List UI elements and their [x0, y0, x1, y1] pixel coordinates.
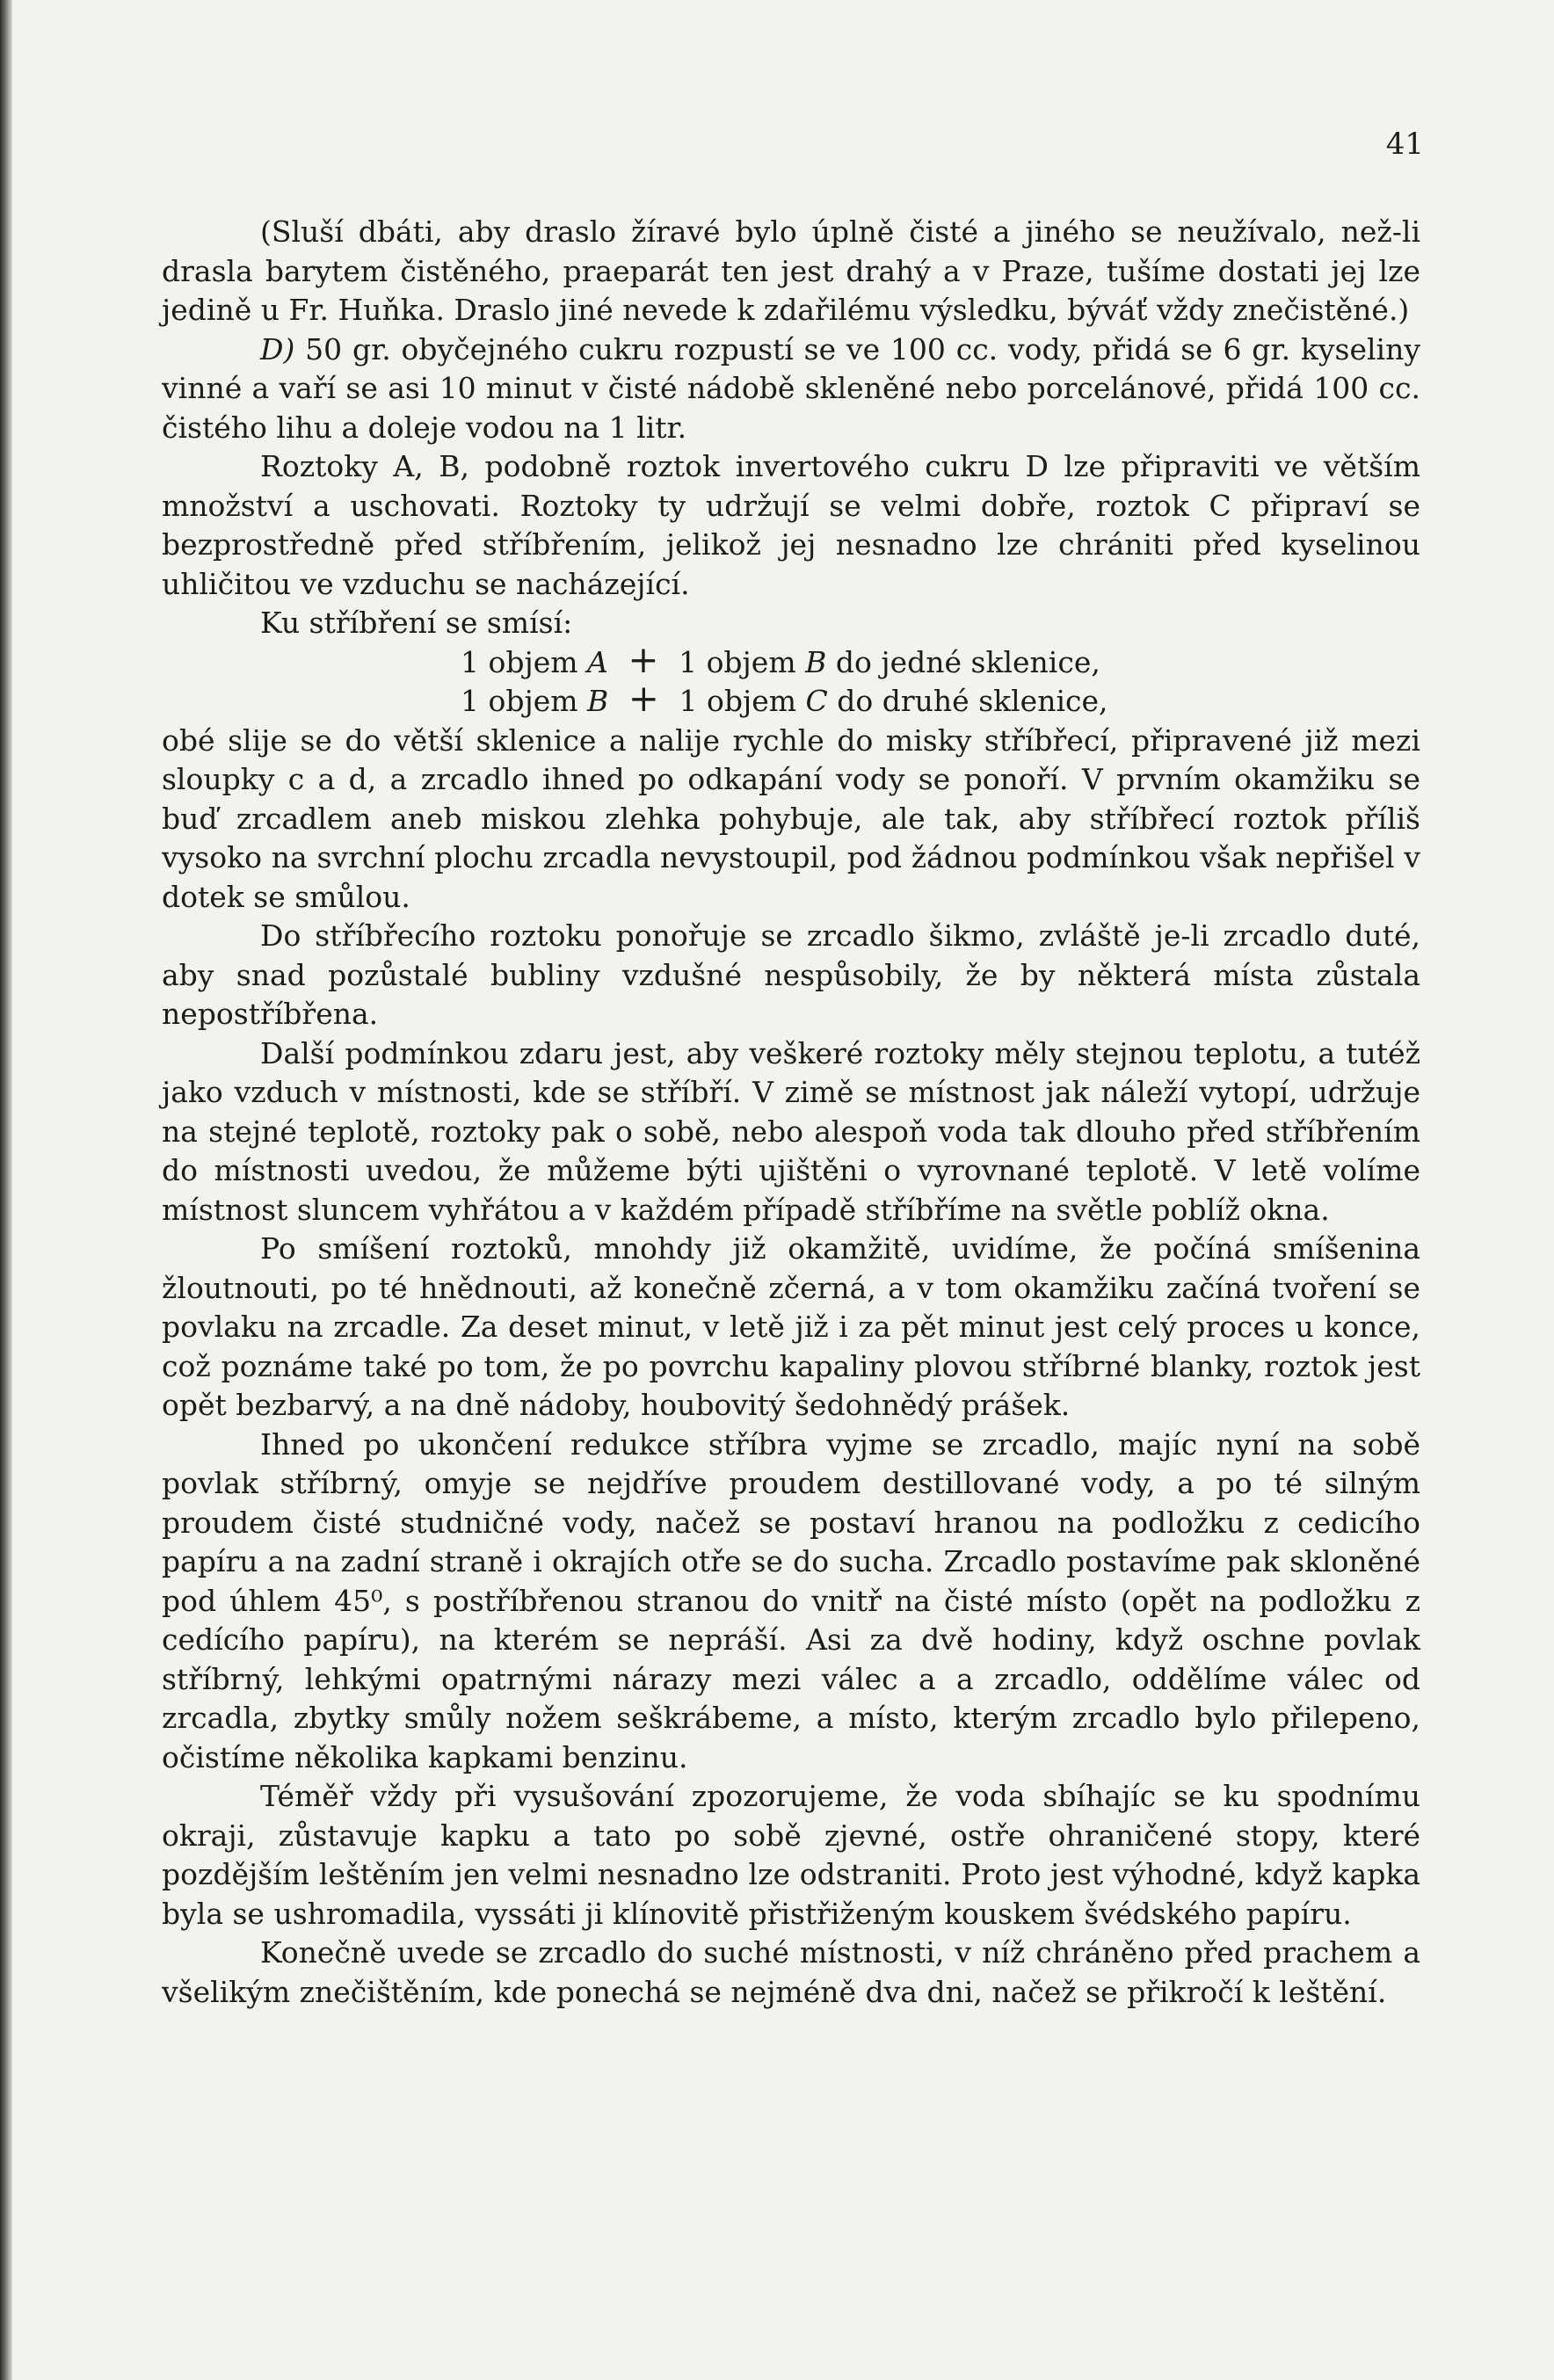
formula-1-tail: do jedné sklenice,: [835, 644, 1100, 679]
paragraph-2: [162, 330, 1420, 448]
formula-2-var-a: B: [587, 684, 609, 718]
formula-line-2: [461, 677, 1420, 722]
formula-1-left: 1 objem: [461, 644, 578, 679]
paragraph-3: Roztoky A, B, podobně roztok invertového cukru D lze připraviti ve větším množství a uschovati. Roztoky ty udržují se velmi dobře, roztok C připraví se bezprostředně před stříbřením, jelikož jej nesnadno lze chrániti před kyselinou uhličitou ve vzduchu se nacházející.: [162, 449, 1420, 601]
formula-2-left: 1 objem: [461, 684, 578, 718]
paragraph-4: Ku stříbření se smísí:: [260, 606, 573, 640]
paragraph-9: Ihned po ukončení redukce stříbra vyjme se zrcadlo, majíc nyní na sobě povlak stříbrný, omyje se nejdříve proudem destillované vody, a po té silným proudem čisté studničné vody, načež se postaví hranou na podložku z cedicího papíru a na zadní straně i okrajích otře se do sucha. Zrcadlo postavíme pak skloněné pod úhlem 45⁰, s postříbřenou stranou do vnitř na čisté místo (opět na podložku z cedícího papíru), na kterém se nepráší. Asi za dvě hodiny, když oschne povlak stříbrný, lehkými opatrnými nárazy mezi válec a a zrcadlo, oddělíme válec od zrcadla, zbytky smůly nožem seškrábeme, a místo, kterým zrcadlo bylo přilepeno, očistíme několika kapkami benzinu.: [162, 1426, 1420, 1774]
paragraph-5: obé slije se do větší sklenice a nalije rychle do misky stříbřecí, připravené již mezi sloupky c a d, a zrcadlo ihned po odkapání vody se ponoří. V prvním okamžiku se buď zrcadlem aneb miskou zlehka pohybuje, ale tak, aby stříbřecí roztok příliš vysoko na svrchní plochu zrcadla nevystoupil, pod žádnou podmínkou však nepřišel v dotek se smůlou.: [162, 722, 1420, 914]
paragraph-7: Další podmínkou zdaru jest, aby veškeré roztoky měly stejnou teplotu, a tutéž jako vzduch v místnosti, kde se stříbří. V zimě se místnost jak náleží vytopí, udržuje na stejné teplotě, roztoky pak o sobě, nebo alespoň voda tak dlouho před stříbřením do místnosti uvedou, že můžeme býti ujištěni o vyrovnané teplotě. V letě volíme místnost sluncem vyhřátou a v každém případě stříbříme na světle poblíž okna.: [162, 1035, 1420, 1227]
formula-1-var-a: A: [587, 644, 608, 679]
formula-2-tail: do druhé sklenice,: [837, 684, 1108, 718]
formula-2-right: 1 objem: [679, 684, 797, 718]
paragraph-label-d: D): [260, 331, 295, 366]
paragraph-1: (Sluší dbáti, aby draslo žíravé bylo úplně čisté a jiného se neužívalo, než-li drasla barytem čistěného, praeparát ten jest drahý a v Praze, tušíme dostati jej lze jedině u Fr. Huňka. Draslo jiné nevede k zdařilému výsledku, býváť vždy znečistěné.): [162, 214, 1420, 327]
paragraph-6: Do stříbřecího roztoku ponořuje se zrcadlo šikmo, zvláště je-li zrcadlo duté, aby snad pozůstalé bubliny vzdušné nespůsobily, že by některá místa zůstala nepostříbřena.: [162, 918, 1420, 1031]
formula-2-plus: +: [628, 677, 659, 720]
text-body: [162, 213, 1420, 2012]
mixing-formula: [162, 637, 1420, 722]
formula-2-var-b: C: [805, 684, 828, 718]
formula-1-plus: +: [628, 637, 659, 681]
formula-1-right: 1 objem: [679, 644, 796, 679]
formula-line-1: [461, 637, 1420, 683]
scan-binding-edge: [0, 0, 12, 2380]
paragraph-2-text: 50 gr. obyčejného cukru rozpustí se ve 100 cc. vody, přidá se 6 gr. kyseliny vinné a vaří se asi 10 minut v čisté nádobě skleněné nebo porcelánové, přidá 100 cc. čistého lihu a doleje vodou na 1 litr.: [162, 331, 1420, 445]
page-number: 41: [1385, 127, 1424, 162]
paragraph-10: Téměř vždy při vysušování zpozorujeme, že voda sbíhajíc se ku spodnímu okraji, zůstavuje kapku a tato po sobě zjevné, ostře ohraničené stopy, které pozdějším leštěním jen velmi nesnadno lze odstraniti. Proto jest výhodné, když kapka byla se ushromadila, vyssáti ji klínovitě přistřiženým kouskem švédského papíru.: [162, 1779, 1420, 1931]
paragraph-8: Po smíšení roztoků, mnohdy již okamžitě, uvidíme, že počíná smíšenina žloutnouti, po té hnědnouti, až konečně zčerná, a v tom okamžiku začíná tvoření se povlaku na zrcadle. Za deset minut, v letě již i za pět minut jest celý proces u konce, což poznáme také po tom, že po povrchu kapaliny plovou stříbrné blanky, roztok jest opět bezbarvý, a na dně nádoby, houbovitý šedohnědý prášek.: [162, 1231, 1420, 1422]
formula-1-var-b: B: [805, 644, 827, 679]
paragraph-11: Konečně uvede se zrcadlo do suché místnosti, v níž chráněno před prachem a všelikým znečištěním, kde ponechá se nejméně dva dni, načež se přikročí k leštění.: [162, 1935, 1420, 2009]
